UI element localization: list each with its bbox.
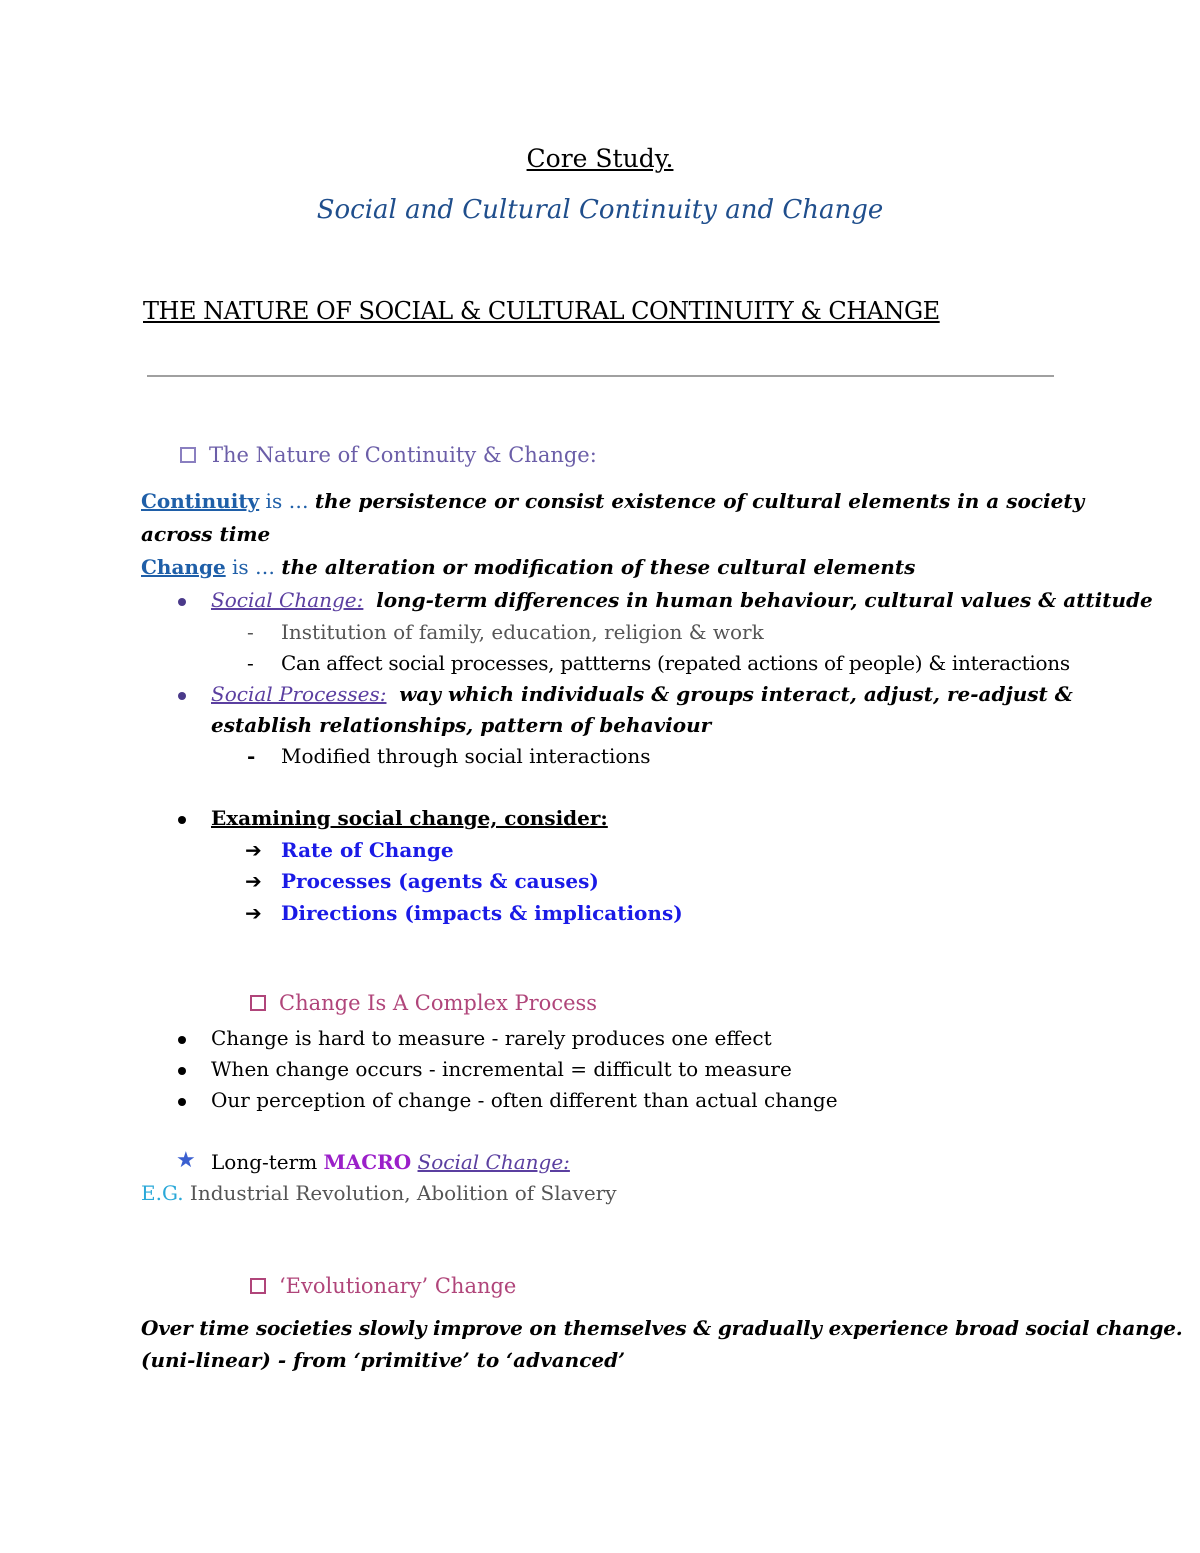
macro-term: Social Change:: [417, 1150, 570, 1174]
document-subtitle: Social and Cultural Continuity and Change: [316, 195, 884, 225]
macro-change-line: [211, 1150, 570, 1174]
sc-sub-item-1: Institution of family, education, religion & work: [281, 620, 764, 644]
evolutionary-body-2: (uni-linear) - from ‘primitive’ to ‘advanced’: [141, 1348, 626, 1372]
horizontal-rule: [147, 375, 1054, 377]
social-processes-def-cont: establish relationships, pattern of behaviour: [211, 713, 712, 737]
continuity-def: the persistence or consist existence of cultural elements in a society: [314, 489, 1085, 513]
checkbox-icon: [250, 1278, 266, 1294]
example-line: [141, 1181, 617, 1205]
dash-icon: -: [247, 651, 254, 675]
section-heading-label: The Nature of Continuity & Change:: [209, 443, 597, 467]
macro-prefix: Long-term: [211, 1150, 324, 1174]
sc-sub-item-2: Can affect social processes, pattterns (repated actions of people) & interactions: [281, 651, 1070, 675]
bullet-icon: [178, 692, 186, 700]
change-term: Change: [141, 555, 226, 579]
continuity-definition: [141, 489, 1084, 513]
section-heading-complex: [250, 991, 597, 1015]
star-icon: ★: [176, 1148, 196, 1173]
arrow-right-icon: ➔: [245, 901, 262, 925]
section-heading-evolutionary: [250, 1274, 516, 1298]
social-change-term: Social Change:: [211, 588, 364, 612]
checkbox-icon: [250, 995, 266, 1011]
evolutionary-body-1: Over time societies slowly improve on themselves & gradually experience broad social change.: [141, 1316, 1183, 1340]
continuity-term: Continuity: [141, 489, 260, 513]
change-is: is …: [225, 555, 282, 579]
macro-word: MACRO: [323, 1150, 412, 1174]
complex-bullet-3: Our perception of change - often different than actual change: [211, 1088, 838, 1112]
social-processes-item: [211, 682, 1073, 706]
core-study-title: Core Study.: [526, 144, 674, 173]
continuity-is: is …: [259, 489, 315, 513]
section-heading-label: ‘Evolutionary’ Change: [279, 1274, 517, 1298]
sp-sub-item-1: Modified through social interactions: [281, 744, 651, 768]
bullet-icon: [178, 816, 186, 824]
examining-heading: Examining social change, consider:: [211, 806, 608, 830]
complex-bullet-2: When change occurs - incremental = difficult to measure: [211, 1057, 792, 1081]
bullet-icon: [178, 1036, 186, 1044]
bullet-icon: [178, 1067, 186, 1075]
arrow-right-icon: ➔: [245, 838, 262, 862]
continuity-def-cont: across time: [141, 522, 271, 546]
eg-label: E.G.: [141, 1181, 184, 1205]
social-processes-def: way which individuals & groups interact, adjust, re-adjust &: [399, 682, 1073, 706]
social-change-item: [211, 588, 1153, 612]
consider-item-directions: Directions (impacts & implications): [281, 901, 683, 925]
social-processes-term: Social Processes:: [211, 682, 387, 706]
dash-icon: -: [247, 744, 256, 768]
main-heading: THE NATURE OF SOCIAL & CULTURAL CONTINUITY & CHANGE: [143, 297, 940, 325]
bullet-icon: [178, 598, 186, 606]
dash-icon: -: [247, 620, 254, 644]
bullet-icon: [178, 1098, 186, 1106]
arrow-right-icon: ➔: [245, 869, 262, 893]
change-definition: [141, 555, 915, 579]
section-heading-label: Change Is A Complex Process: [279, 991, 598, 1015]
consider-item-rate: Rate of Change: [281, 838, 454, 862]
section-heading-nature: [180, 443, 597, 467]
eg-text: Industrial Revolution, Abolition of Slavery: [183, 1181, 617, 1205]
social-change-def: long-term differences in human behaviour, cultural values & attitude: [376, 588, 1153, 612]
checkbox-icon: [180, 447, 196, 463]
complex-bullet-1: Change is hard to measure - rarely produces one effect: [211, 1026, 772, 1050]
consider-item-processes: Processes (agents & causes): [281, 869, 599, 893]
change-def: the alteration or modification of these cultural elements: [281, 555, 916, 579]
